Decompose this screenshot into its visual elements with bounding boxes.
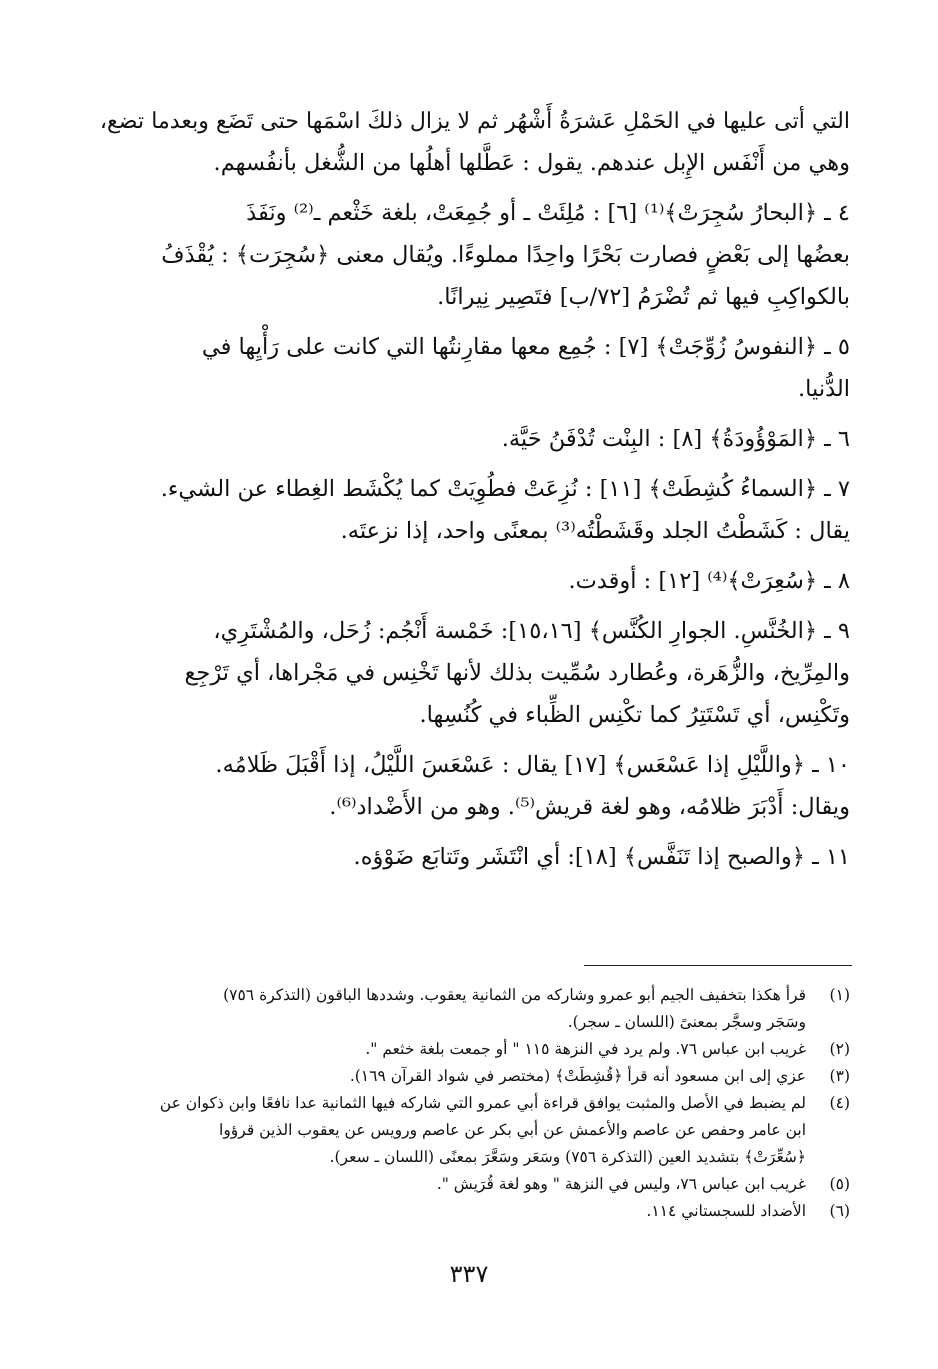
text-line: ٦ ـ ﴿المَوْؤُودَةُ﴾ [٨] : البِنْت تُدْفَنُ حَيَّة.: [501, 426, 850, 452]
footnote-line: غريب ابن عباس ٧٦، وليس في النزهة " وهو لغة قُرَيش ".: [436, 1175, 806, 1193]
text-line: ٤ ـ ﴿البحارُ سُجِرَتْ﴾⁽¹⁾ [٦] : مُلِئَتْ ـ أو جُمِعَتْ، بلغة خَثْعم ـ⁽²⁾ ونَفَذَ: [246, 200, 850, 226]
text-line: ٥ ـ ﴿النفوسُ زُوِّجَتْ﴾ [٧] : جُمِع معها مقارِنتُها التي كانت على رَأْيِها في: [201, 334, 850, 360]
text-line: وهي من أَنْفَس الإِبل عندهم. يقول : عَطَّلها أهلُها من الشُّغل بأنفُسهم.: [213, 150, 850, 176]
footnote: [90, 982, 850, 1036]
footnote: [90, 1171, 850, 1198]
footnote-text: [90, 1171, 806, 1198]
footnote-line: ابن عامر وحفص عن عاصم والأعمش عن أبي بكر عن عاصم ورويس عن يعقوب الذين قرؤوا: [219, 1121, 806, 1139]
paragraph: [92, 468, 850, 552]
footnote-text: [90, 1063, 806, 1090]
footnote-line: ﴿سُعِّرَتْ﴾ بتشديد العين (التذكرة ٧٥٦) وسَعَر وسَعَّرَ بمعنًى (اللسان ـ سعر).: [329, 1148, 806, 1166]
paragraph: [92, 560, 850, 602]
footnote: [90, 1090, 850, 1171]
paragraph: [92, 610, 850, 736]
paragraph: [92, 836, 850, 878]
text-line: ٨ ـ ﴿سُعِرَتْ﴾⁽⁴⁾ [١٢] : أوقدت.: [568, 568, 850, 594]
footnote-number: (٢): [829, 1040, 850, 1058]
paragraph: [92, 744, 850, 828]
footnote-number: (٤): [829, 1094, 850, 1112]
text-line: ٩ ـ ﴿الخُنَّسِ. الجوارِ الكُنَّس﴾ [١٥،١٦]: خَمْسة أَنْجُم: زُحَل، والمُشْتَرِي،: [213, 618, 850, 644]
text-line: الدُّنيا.: [798, 376, 850, 402]
text-line: ١١ ـ ﴿والصبح إذا تَنَفَّس﴾ [١٨]: أي انْتَشَر وتَتابَع ضَوْؤه.: [353, 844, 850, 870]
text-line: ويقال: أَدْبَرَ ظلامُه، وهو لغة قريش⁽⁵⁾. وهو من الأَضْداد⁽⁶⁾.: [329, 794, 850, 820]
footnote-separator: [584, 965, 852, 966]
paragraph: [92, 326, 850, 410]
footnote: [90, 1036, 850, 1063]
footnote-text: [90, 1198, 806, 1225]
text-line: والمِرِّيخ، والزُّهَرة، وعُطارد سُمِّيت بذلك لأنها تَخْنِس في مَجْراها، أي تَرْجِع: [184, 660, 850, 686]
footnote-text: [90, 982, 806, 1036]
paragraph: [92, 192, 850, 318]
text-line: بالكواكِبِ فيها ثم تُضْرَمُ [٧٢/ب] فتَصِير نِيرانًا.: [437, 284, 850, 310]
main-text: [92, 100, 850, 886]
footnote-number: (٦): [829, 1202, 850, 1220]
text-line: بعضُها إلى بَعْضٍ فصارت بَحْرًا واحِدًا مملوءًا. ويُقال معنى ﴿سُجِرَت﴾ : يُقْذَفُ: [161, 242, 850, 268]
footnote-number: (٥): [829, 1175, 850, 1193]
footnote-line: لم يضبط في الأصل والمثبت يوافق قراءة أبي عمرو التي شاركه فيها الثمانية عدا نافعًا وابن ذكوان عن: [159, 1094, 806, 1112]
text-line: التي أتى عليها في الحَمْلِ عَشرَةُ أَشْهُر ثم لا يزال ذلكَ اسْمَها حتى تَضَع وبعدما تضع،: [99, 108, 850, 134]
footnote-text: [90, 1036, 806, 1063]
footnote-number: (١): [829, 986, 850, 1004]
text-line: وتَكْنِس، أي تَسْتَتِرُ كما تكْنِس الظِّباء في كُنُسِها.: [419, 702, 850, 728]
footnote-line: وسَجَر وسجَّر بمعنىً (اللسان ـ سجر).: [567, 1013, 806, 1031]
footnote-line: الأضداد للسجستاني ١١٤.: [646, 1202, 806, 1220]
footnote-line: غريب ابن عباس ٧٦. ولم يرد في النزهة ١١٥ " أو جمعت بلغة خثعم ".: [365, 1040, 806, 1058]
footnotes: [90, 982, 850, 1225]
footnote: [90, 1063, 850, 1090]
text-line: ٧ ـ ﴿السماءُ كُشِطَتْ﴾ [١١] : نُزِعَتْ فطُوِيَتْ كما يُكْشَط الغِطاء عن الشيء.: [160, 476, 850, 502]
page-number: ٣٣٧: [449, 1260, 489, 1288]
paragraph: [92, 418, 850, 460]
text-line: ١٠ ـ ﴿واللَّيْلِ إذا عَسْعَس﴾ [١٧] يقال : عَسْعَسَ اللَّيْلُ، إذا أَقْبَلَ ظَلامُه.: [215, 752, 850, 778]
paragraph: [92, 100, 850, 184]
footnote-line: عزي إلى ابن مسعود أنه قرأ ﴿قُشِطَتْ﴾ (مختصر في شواد القرآن ١٦٩).: [349, 1067, 806, 1085]
footnote: [90, 1198, 850, 1225]
footnote-number: (٣): [829, 1067, 850, 1085]
text-line: يقال : كَشَطْتُ الجلد وقَشَطْتُه⁽³⁾ بمعنًى واحد، إذا نزعتَه.: [340, 518, 850, 544]
footnote-text: [90, 1090, 806, 1171]
footnote-line: قرأ هكذا بتخفيف الجيم أبو عمرو وشاركه من الثمانية يعقوب. وشددها الباقون (التذكرة ٧٥٦): [223, 986, 806, 1004]
